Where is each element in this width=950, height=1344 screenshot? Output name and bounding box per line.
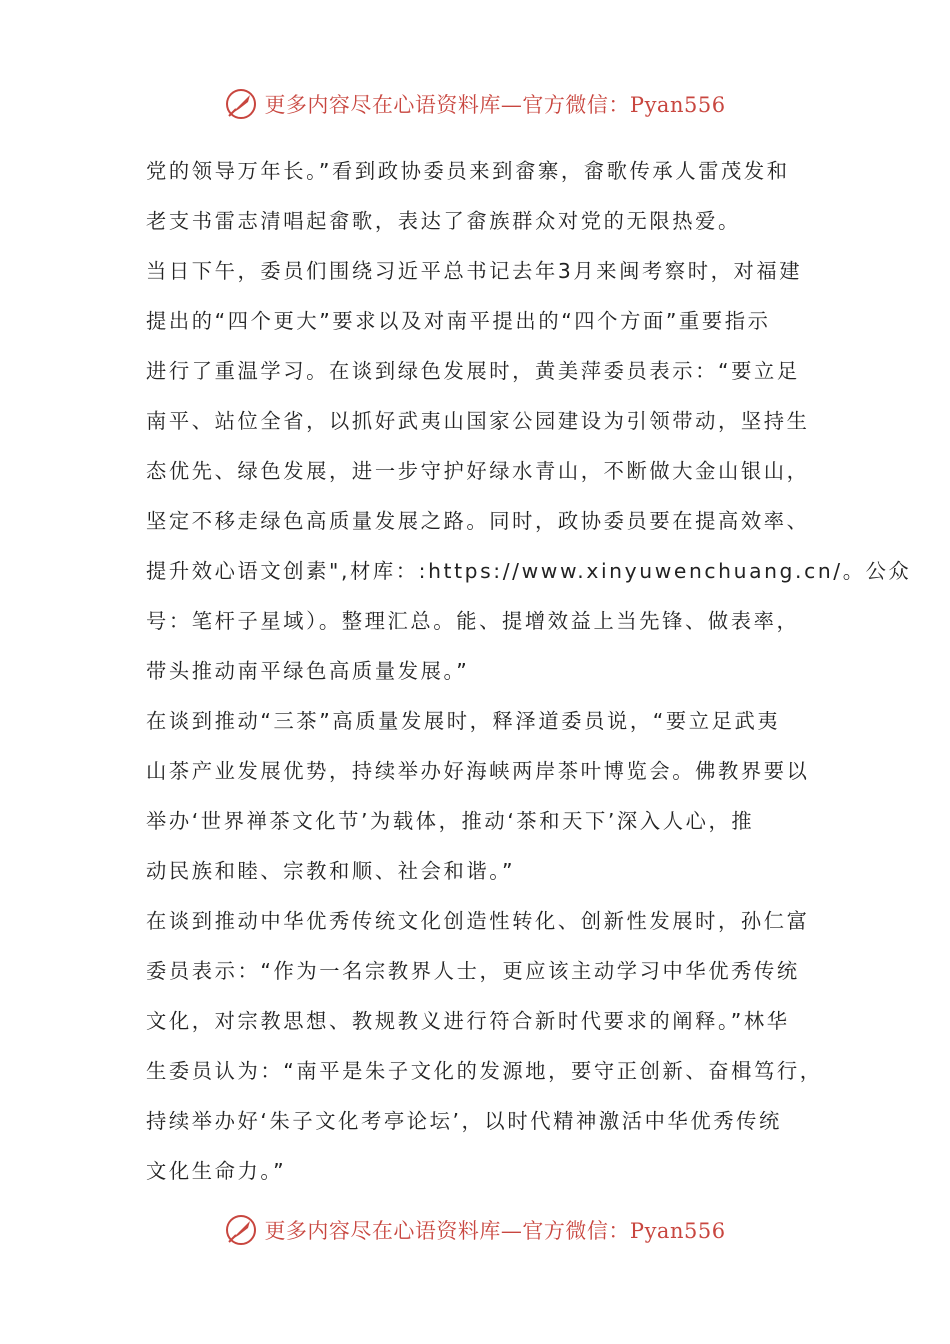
body-line: 态优先、绿色发展，进一步守护好绿水青山，不断做大金山银山， — [146, 459, 810, 483]
body-line: 动民族和睦、宗教和顺、社会和谐。” — [146, 859, 516, 883]
body-line: 文化，对宗教思想、教规教义进行符合新时代要求的阐释。”林华 — [146, 1009, 790, 1033]
body-line: 提出的“四个更大”要求以及对南平提出的“四个方面”重要指示 — [146, 309, 771, 333]
body-line: 进行了重温学习。在谈到绿色发展时，黄美萍委员表示：“要立足 — [146, 359, 800, 383]
body-line: 持续举办好‘朱子文化考亭论坛’，以时代精神激活中华优秀传统 — [146, 1109, 782, 1133]
header-banner — [0, 84, 950, 124]
body-line: 当日下午，委员们围绕习近平总书记去年3月来闽考察时，对福建 — [146, 259, 803, 283]
body-line: 在谈到推动“三茶”高质量发展时，释泽道委员说，“要立足武夷 — [146, 709, 781, 733]
quill-pen-logo-icon — [224, 87, 258, 121]
body-line: 老支书雷志清唱起畲歌，表达了畲族群众对党的无限热爱。 — [146, 209, 741, 233]
body-line: 提升效心语文创素",材库：:https://www.xinyuwenchuang.cn/。公众 — [146, 559, 912, 583]
article-body — [146, 146, 912, 1196]
body-line: 南平、站位全省，以抓好武夷山国家公园建设为引领带动，坚持生 — [146, 409, 810, 433]
body-line: 号：笔杆子星域）。整理汇总。能、提增效益上当先锋、做表率， — [146, 609, 800, 633]
body-line: 文化生命力。” — [146, 1159, 287, 1183]
footer-banner-text: 更多内容尽在心语资料库—官方微信：Pyan556 — [264, 1219, 726, 1243]
body-line: 坚定不移走绿色高质量发展之路。同时，政协委员要在提高效率、 — [146, 509, 810, 533]
quill-pen-logo-icon — [224, 1213, 258, 1247]
body-line: 举办‘世界禅茶文化节’为载体，推动‘茶和天下’深入人心，推 — [146, 809, 755, 833]
body-line: 在谈到推动中华优秀传统文化创造性转化、创新性发展时，孙仁富 — [146, 909, 810, 933]
body-line: 生委员认为：“南平是朱子文化的发源地，要守正创新、奋楫笃行， — [146, 1059, 823, 1083]
body-line: 党的领导万年长。”看到政协委员来到畲寨，畲歌传承人雷茂发和 — [146, 159, 790, 183]
body-line: 带头推动南平绿色高质量发展。” — [146, 659, 470, 683]
body-line: 委员表示：“作为一名宗教界人士，更应该主动学习中华优秀传统 — [146, 959, 800, 983]
body-line: 山茶产业发展优势，持续举办好海峡两岸茶叶博览会。佛教界要以 — [146, 759, 810, 783]
header-banner-text: 更多内容尽在心语资料库—官方微信：Pyan556 — [264, 93, 726, 117]
footer-banner — [0, 1210, 950, 1250]
